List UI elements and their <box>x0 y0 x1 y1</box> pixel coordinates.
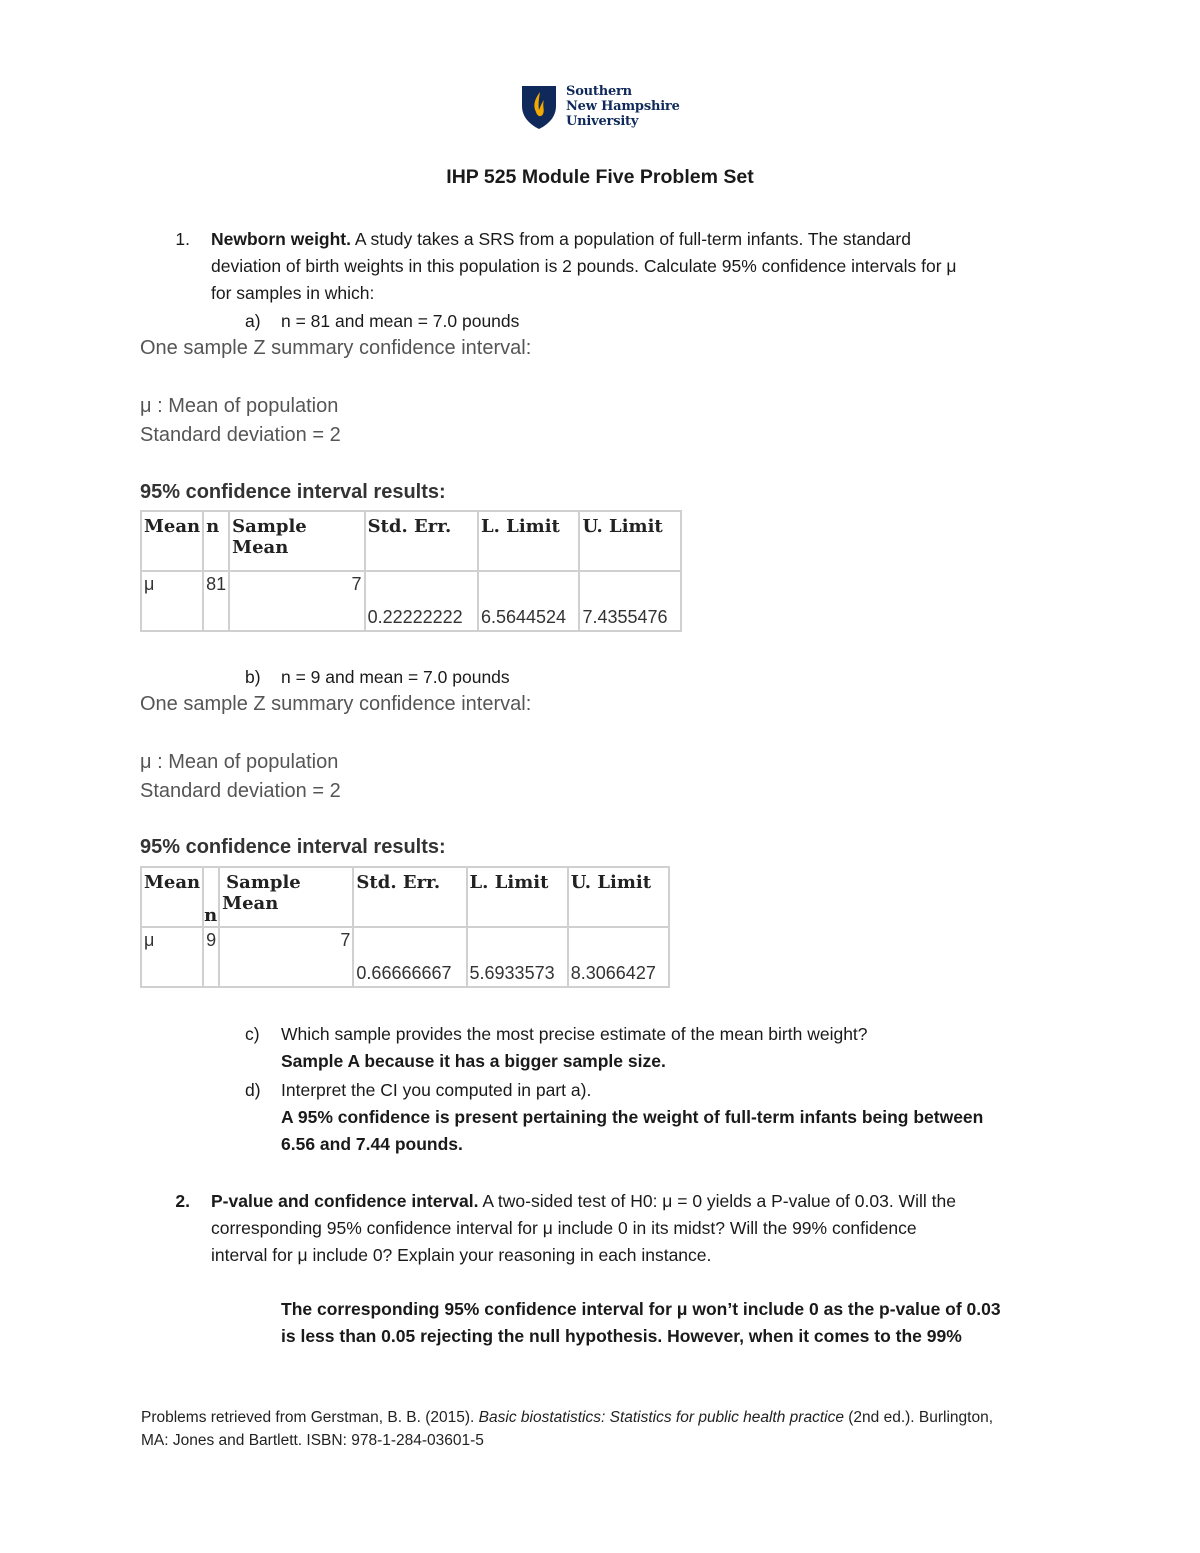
footer-suffix: (2nd ed.). Burlington, <box>843 1409 993 1426</box>
ci-table-a <box>140 510 682 632</box>
ci-table-b <box>140 866 670 988</box>
footer-line <box>141 1406 1061 1429</box>
question-2-line <box>211 1188 1111 1215</box>
table-cell: μ <box>141 927 203 987</box>
table-header: U. Limit <box>568 867 669 927</box>
output-a-line: μ : Mean of population <box>140 395 339 417</box>
results-heading: 95% confidence interval results: <box>140 836 446 858</box>
table-cell: 6.5644524 <box>478 571 580 631</box>
question-number: 2. <box>175 1191 190 1211</box>
table-header: Std. Err. <box>365 511 478 571</box>
output-b-line: One sample Z summary confidence interval: <box>140 693 532 715</box>
logo-line: New Hampshire <box>566 99 680 114</box>
table-header-line: Sample <box>226 872 301 893</box>
table-header: Sample Mean <box>229 511 364 571</box>
footer-citation <box>141 1406 1061 1452</box>
output-a-line: One sample Z summary confidence interval: <box>140 337 532 359</box>
table-header: n <box>203 511 229 571</box>
footer-line: MA: Jones and Bartlett. ISBN: 978-1-284-03601-5 <box>141 1432 484 1449</box>
output-b-line: Standard deviation = 2 <box>140 780 341 802</box>
question-2-answer-line: is less than 0.05 rejecting the null hypothesis. However, when it comes to the 99% <box>281 1326 962 1346</box>
university-logo <box>520 84 690 134</box>
table-header: Mean <box>141 867 203 927</box>
output-b-line: μ : Mean of population <box>140 751 339 773</box>
shield-flame-icon <box>520 84 558 130</box>
question-number: 1. <box>175 229 190 249</box>
question-2-line: interval for μ include 0? Explain your reasoning in each instance. <box>211 1245 712 1265</box>
question-2-text <box>211 1188 1111 1269</box>
table-cell: 0.66666667 <box>353 927 466 987</box>
part-a-text: n = 81 and mean = 7.0 pounds <box>281 311 520 331</box>
table-cell: 81 <box>203 571 229 631</box>
table-header: L. Limit <box>467 867 568 927</box>
question-1-line: for samples in which: <box>211 283 375 303</box>
table-cell: 8.3066427 <box>568 927 669 987</box>
part-d-answer-line: 6.56 and 7.44 pounds. <box>281 1134 463 1154</box>
table-cell: 7 <box>219 927 353 987</box>
part-a-label: a) <box>245 311 261 331</box>
part-c <box>281 1021 1081 1075</box>
footer-book-title: Basic biostatistics: Statistics for public health practice <box>478 1409 844 1426</box>
question-2-answer-line: The corresponding 95% confidence interval for μ won’t include 0 as the p-value of 0.03 <box>281 1299 1001 1319</box>
footer-prefix: Problems retrieved from Gerstman, B. B. (2015). <box>141 1409 479 1426</box>
results-heading: 95% confidence interval results: <box>140 481 446 503</box>
logo-wordmark <box>566 84 680 129</box>
part-d-answer-line: A 95% confidence is present pertaining the weight of full-term infants being between <box>281 1107 984 1127</box>
table-cell: 7 <box>229 571 364 631</box>
table-header: U. Limit <box>579 511 681 571</box>
question-1-body: A study takes a SRS from a population of full-term infants. The standard <box>351 229 911 249</box>
part-b-label: b) <box>245 667 261 687</box>
table-cell: 9 <box>203 927 219 987</box>
table-cell: 7.4355476 <box>579 571 681 631</box>
table-header: L. Limit <box>478 511 580 571</box>
table-header: Mean <box>141 511 203 571</box>
part-d <box>281 1077 1101 1158</box>
table-header: n <box>203 867 219 927</box>
table-header: Std. Err. <box>353 867 466 927</box>
part-c-answer: Sample A because it has a bigger sample size. <box>281 1051 666 1071</box>
table-header-sample-mean <box>219 867 353 927</box>
logo-line: Southern <box>566 84 632 99</box>
question-1-line <box>211 226 1111 253</box>
question-1-heading: Newborn weight. <box>211 229 351 249</box>
table-header-line: Mean <box>222 893 279 914</box>
page-title: IHP 525 Module Five Problem Set <box>446 166 754 188</box>
logo-line: University <box>566 114 639 129</box>
part-b-text: n = 9 and mean = 7.0 pounds <box>281 667 510 687</box>
part-c-text: Which sample provides the most precise estimate of the mean birth weight? <box>281 1024 868 1044</box>
question-1-text <box>211 226 1111 307</box>
table-cell: 0.22222222 <box>365 571 478 631</box>
part-d-label: d) <box>245 1080 261 1100</box>
part-d-text: Interpret the CI you computed in part a). <box>281 1080 592 1100</box>
table-cell: 5.6933573 <box>467 927 568 987</box>
output-a-line: Standard deviation = 2 <box>140 424 341 446</box>
question-2-line: corresponding 95% confidence interval for μ include 0 in its midst? Will the 99% confidence <box>211 1218 917 1238</box>
part-c-label: c) <box>245 1024 260 1044</box>
table-cell: μ <box>141 571 203 631</box>
question-1-line: deviation of birth weights in this population is 2 pounds. Calculate 95% confidence intervals for μ <box>211 256 957 276</box>
question-2-body: A two-sided test of H0: μ = 0 yields a P-value of 0.03. Will the <box>478 1191 956 1211</box>
question-2-answer <box>281 1296 1101 1350</box>
question-2-heading: P-value and confidence interval. <box>211 1191 479 1211</box>
